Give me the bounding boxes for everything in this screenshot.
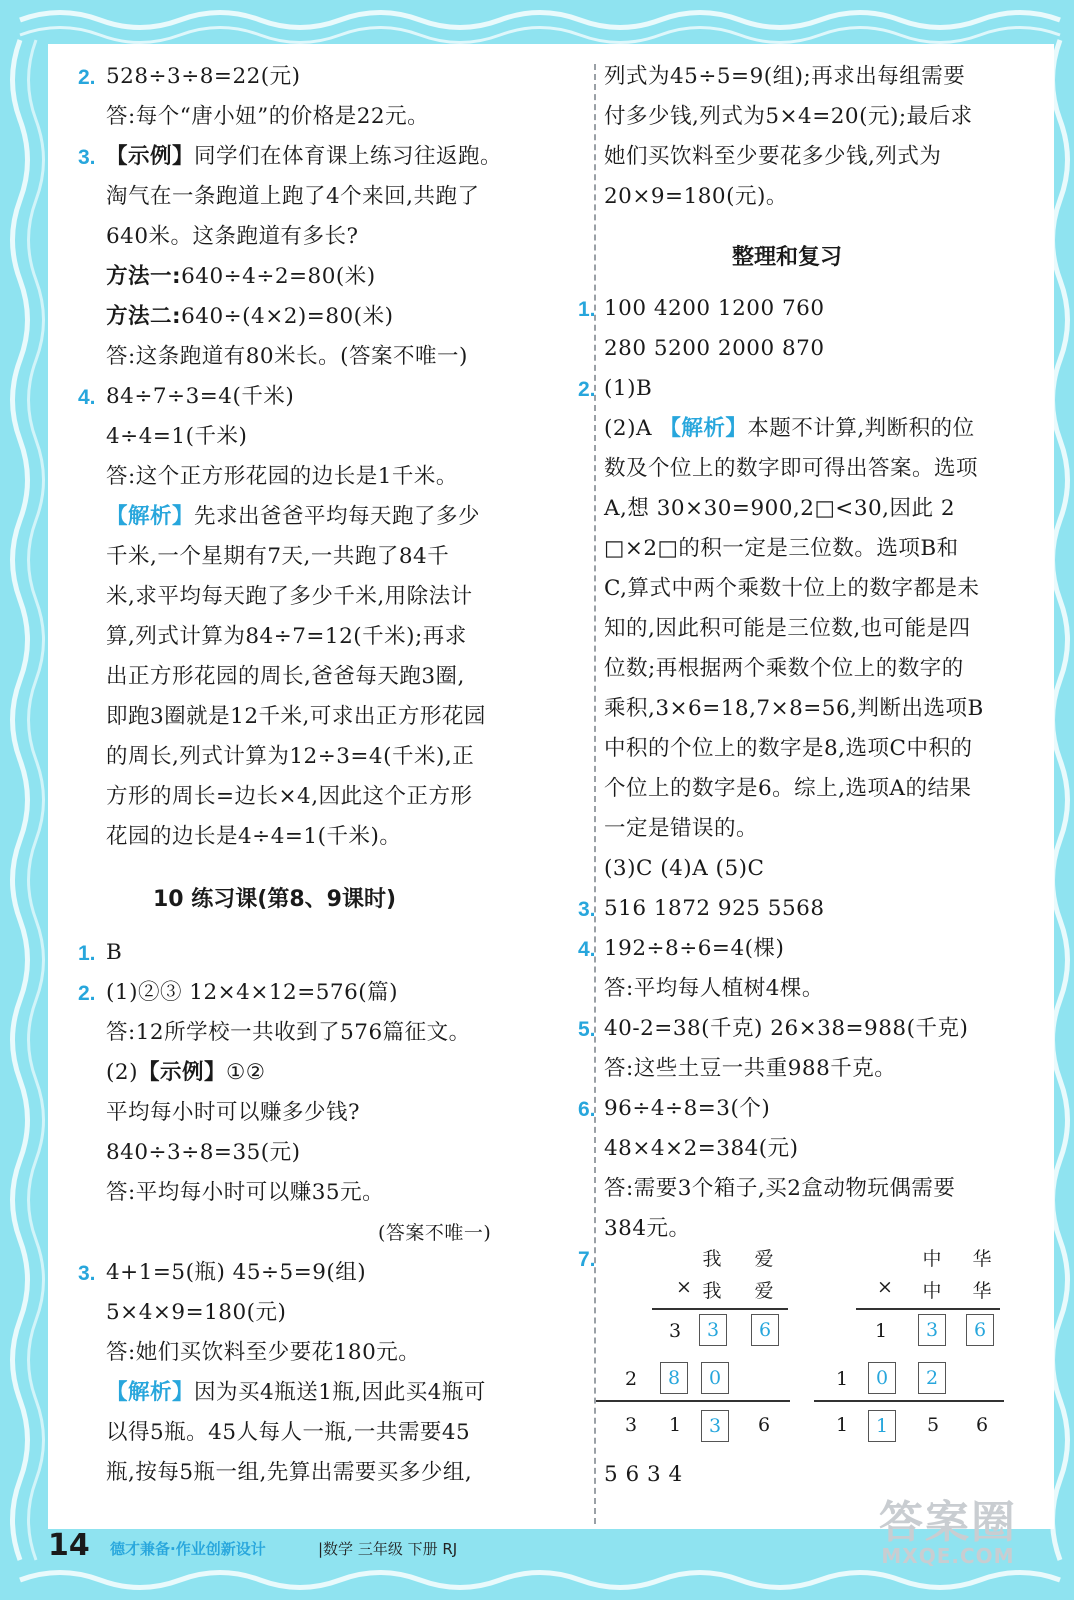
explanation-line: 一定是错误的。: [604, 816, 759, 841]
explanation-line: [604, 412, 975, 446]
answer-line: 答:12所学校一共收到了576篇征文。: [106, 1020, 471, 1045]
answer-line: 答:她们买饮料至少要花180元。: [106, 1340, 421, 1365]
question-number: 1.: [78, 942, 96, 965]
explanation-line: 位数;再根据两个乘数个位上的数字的: [604, 656, 964, 681]
answer-line: 384元。: [604, 1216, 691, 1241]
digit: 6: [975, 1414, 989, 1436]
answer-line: 840÷3÷8=35(元): [106, 1140, 301, 1165]
explanation-line: 千米,一个星期有7天,一共跑了84千: [106, 544, 450, 569]
brand-label: 德才兼备·作业创新设计: [110, 1540, 266, 1558]
answer-box: 1: [868, 1410, 896, 1442]
text-span: (2): [106, 1060, 138, 1085]
text-span: 640÷4÷2=80(米): [181, 264, 376, 289]
digit: 3: [668, 1320, 682, 1342]
answer-line: 640米。这条跑道有多长?: [106, 224, 359, 249]
subject-info: |数学 三年级 下册 RJ: [318, 1540, 458, 1558]
method-label: 方法二:: [106, 304, 182, 329]
answer-line: 516 1872 925 5568: [604, 896, 825, 921]
answer-line: 84÷7÷3=4(千米): [106, 384, 295, 409]
rule-line: [596, 1400, 790, 1402]
answer-line: [106, 140, 502, 174]
section-heading: 整理和复习: [732, 245, 843, 270]
example-tag: 【示例】: [137, 1060, 226, 1085]
explanation-line: [106, 500, 480, 534]
page-paper: [48, 44, 1054, 1529]
explanation-line: 出正方形花园的周长,爸爸每天跑3圈,: [106, 664, 465, 689]
question-number: 5.: [578, 1018, 596, 1041]
answer-line: 答:每个“唐小妞”的价格是22元。: [106, 104, 430, 129]
explanation-line: A,想 30×30=900,2□<30,因此 2: [604, 496, 956, 521]
answer-note: (答案不唯一): [378, 1222, 492, 1244]
text-span: 本题不计算,判断积的位: [747, 416, 975, 441]
digit: 1: [668, 1414, 682, 1436]
answer-box: 3: [699, 1314, 727, 1346]
answer-box: 6: [966, 1314, 994, 1346]
answer-line: 答:这些土豆一共重988千克。: [604, 1056, 897, 1081]
question-number: 2.: [78, 66, 96, 89]
answer-line: 100 4200 1200 760: [604, 296, 825, 321]
answer-line: 40-2=38(千克) 26×38=988(千克): [604, 1016, 969, 1041]
rule-line: [652, 1308, 788, 1310]
digit: 爱: [754, 1248, 774, 1270]
times-sign: ×: [877, 1276, 893, 1298]
digit: 1: [835, 1414, 849, 1436]
digit: 华: [972, 1280, 992, 1302]
text-span: 640÷(4×2)=80(米): [181, 304, 394, 329]
explanation-line: 米,求平均每天跑了多少千米,用除法计: [106, 584, 473, 609]
rule-line: [814, 1400, 1004, 1402]
answer-line: (1)②③ 12×4×12=576(篇): [106, 980, 399, 1005]
answer-line: (1)B: [604, 376, 653, 401]
answer-line: (3)C (4)A (5)C: [604, 856, 765, 881]
method-label: 方法一:: [106, 264, 182, 289]
digit: 5: [926, 1414, 940, 1436]
page-number: 14: [48, 1528, 90, 1563]
digit: 中: [922, 1248, 942, 1270]
explanation-line: 知的,因此积可能是三位数,也可能是四: [604, 616, 971, 641]
digit: 华: [972, 1248, 992, 1270]
watermark-url: MXQE.COM: [881, 1544, 1015, 1568]
answer-line: 280 5200 2000 870: [604, 336, 825, 361]
column-divider: [594, 64, 596, 1524]
explanation-line: 花园的边长是4÷4=1(千米)。: [106, 824, 402, 849]
explanation-line: C,算式中两个乘数十位上的数字都是未: [604, 576, 980, 601]
question-number: 2.: [78, 982, 96, 1005]
explanation-line: □×2□的积一定是三位数。选项B和: [604, 536, 959, 561]
digit: 我: [702, 1280, 722, 1302]
question-number: 6.: [578, 1098, 596, 1121]
text-span: 因为买4瓶送1瓶,因此买4瓶可: [194, 1380, 486, 1405]
answer-line: [106, 300, 393, 334]
question-number: 2.: [578, 378, 596, 401]
answer-line: 答:这条跑道有80米长。(答案不唯一): [106, 344, 468, 369]
example-tag: 【示例】: [106, 144, 195, 169]
explanation-line: 数及个位上的数字即可得出答案。选项: [604, 456, 979, 481]
question-number: 3.: [78, 146, 96, 169]
answer-line: [106, 1056, 266, 1090]
answer-box: 3: [918, 1314, 946, 1346]
explanation-line: 方形的周长=边长×4,因此这个正方形: [106, 784, 473, 809]
answer-line: 528÷3÷8=22(元): [106, 64, 301, 89]
answer-line: 5 6 3 4: [604, 1462, 683, 1487]
rule-line: [856, 1308, 1000, 1310]
watermark-logo: [848, 1486, 1048, 1586]
digit: 我: [702, 1248, 722, 1270]
answer-line: 96÷4÷8=3(个): [604, 1096, 771, 1121]
analysis-tag: 【解析】: [106, 1380, 195, 1405]
question-number: 7.: [578, 1248, 596, 1271]
text-span: ①②: [225, 1060, 266, 1085]
explanation-line: 的周长,列式计算为12÷3=4(千米),正: [106, 744, 475, 769]
digit: 2: [624, 1368, 638, 1390]
digit: 1: [874, 1320, 888, 1342]
answer-line: B: [106, 940, 123, 965]
explanation-line: 付多少钱,列式为5×4=20(元);最后求: [604, 104, 973, 129]
explanation-line: [106, 1376, 486, 1410]
answer-line: 答:平均每小时可以赚35元。: [106, 1180, 385, 1205]
explanation-line: 乘积,3×6=18,7×8=56,判断出选项B: [604, 696, 984, 721]
explanation-line: 个位上的数字是6。综上,选项A的结果: [604, 776, 972, 801]
answer-box: 2: [918, 1362, 946, 1394]
answer-box: 6: [751, 1314, 779, 1346]
question-number: 1.: [578, 298, 596, 321]
explanation-line: 以得5瓶。45人每人一瓶,一共需要45: [106, 1420, 471, 1445]
digit: 3: [624, 1414, 638, 1436]
answer-line: 答:这个正方形花园的边长是1千米。: [106, 464, 458, 489]
answer-line: 5×4×9=180(元): [106, 1300, 287, 1325]
explanation-line: 瓶,按每5瓶一组,先算出需要买多少组,: [106, 1460, 473, 1485]
explanation-line: 中积的个位上的数字是8,选项C中积的: [604, 736, 973, 761]
times-sign: ×: [676, 1276, 692, 1298]
answer-line: 平均每小时可以赚多少钱?: [106, 1100, 361, 1125]
explanation-line: 即跑3圈就是12千米,可求出正方形花园: [106, 704, 486, 729]
question-number: 3.: [578, 898, 596, 921]
answer-line: 4+1=5(瓶) 45÷5=9(组): [106, 1260, 367, 1285]
digit: 1: [835, 1368, 849, 1390]
answer-box: 8: [660, 1362, 688, 1394]
answer-box: 0: [868, 1362, 896, 1394]
question-number: 3.: [78, 1262, 96, 1285]
analysis-tag: 【解析】: [106, 504, 195, 529]
answer-box: 0: [701, 1362, 729, 1394]
explanation-line: 算,列式计算为84÷7=12(千米);再求: [106, 624, 467, 649]
answer-line: 48×4×2=384(元): [604, 1136, 799, 1161]
answer-box: 3: [701, 1410, 729, 1442]
analysis-tag: 【解析】: [659, 416, 748, 441]
watermark-text: 答案圈: [879, 1497, 1017, 1548]
question-number: 4.: [578, 938, 596, 961]
text-span: 同学们在体育课上练习往返跑。: [194, 144, 503, 169]
explanation-line: 她们买饮料至少要花多少钱,列式为: [604, 144, 942, 169]
explanation-line: 列式为45÷5=9(组);再求出每组需要: [604, 64, 966, 89]
text-span: (2)A: [604, 416, 660, 441]
text-span: 先求出爸爸平均每天跑了多少: [194, 504, 481, 529]
digit: 6: [757, 1414, 771, 1436]
explanation-line: 20×9=180(元)。: [604, 184, 788, 209]
section-heading: 10 练习课(第8、9课时): [153, 887, 396, 912]
answer-line: 淘气在一条跑道上跑了4个来回,共跑了: [106, 184, 480, 209]
answer-line: 192÷8÷6=4(棵): [604, 936, 785, 961]
digit: 中: [922, 1280, 942, 1302]
answer-line: 答:平均每人植树4棵。: [604, 976, 824, 1001]
digit: 爱: [754, 1280, 774, 1302]
answer-line: [106, 260, 376, 294]
answer-line: 4÷4=1(千米): [106, 424, 248, 449]
page-footer: [48, 1528, 748, 1568]
question-number: 4.: [78, 386, 96, 409]
answer-line: 答:需要3个箱子,买2盒动物玩偶需要: [604, 1176, 956, 1201]
